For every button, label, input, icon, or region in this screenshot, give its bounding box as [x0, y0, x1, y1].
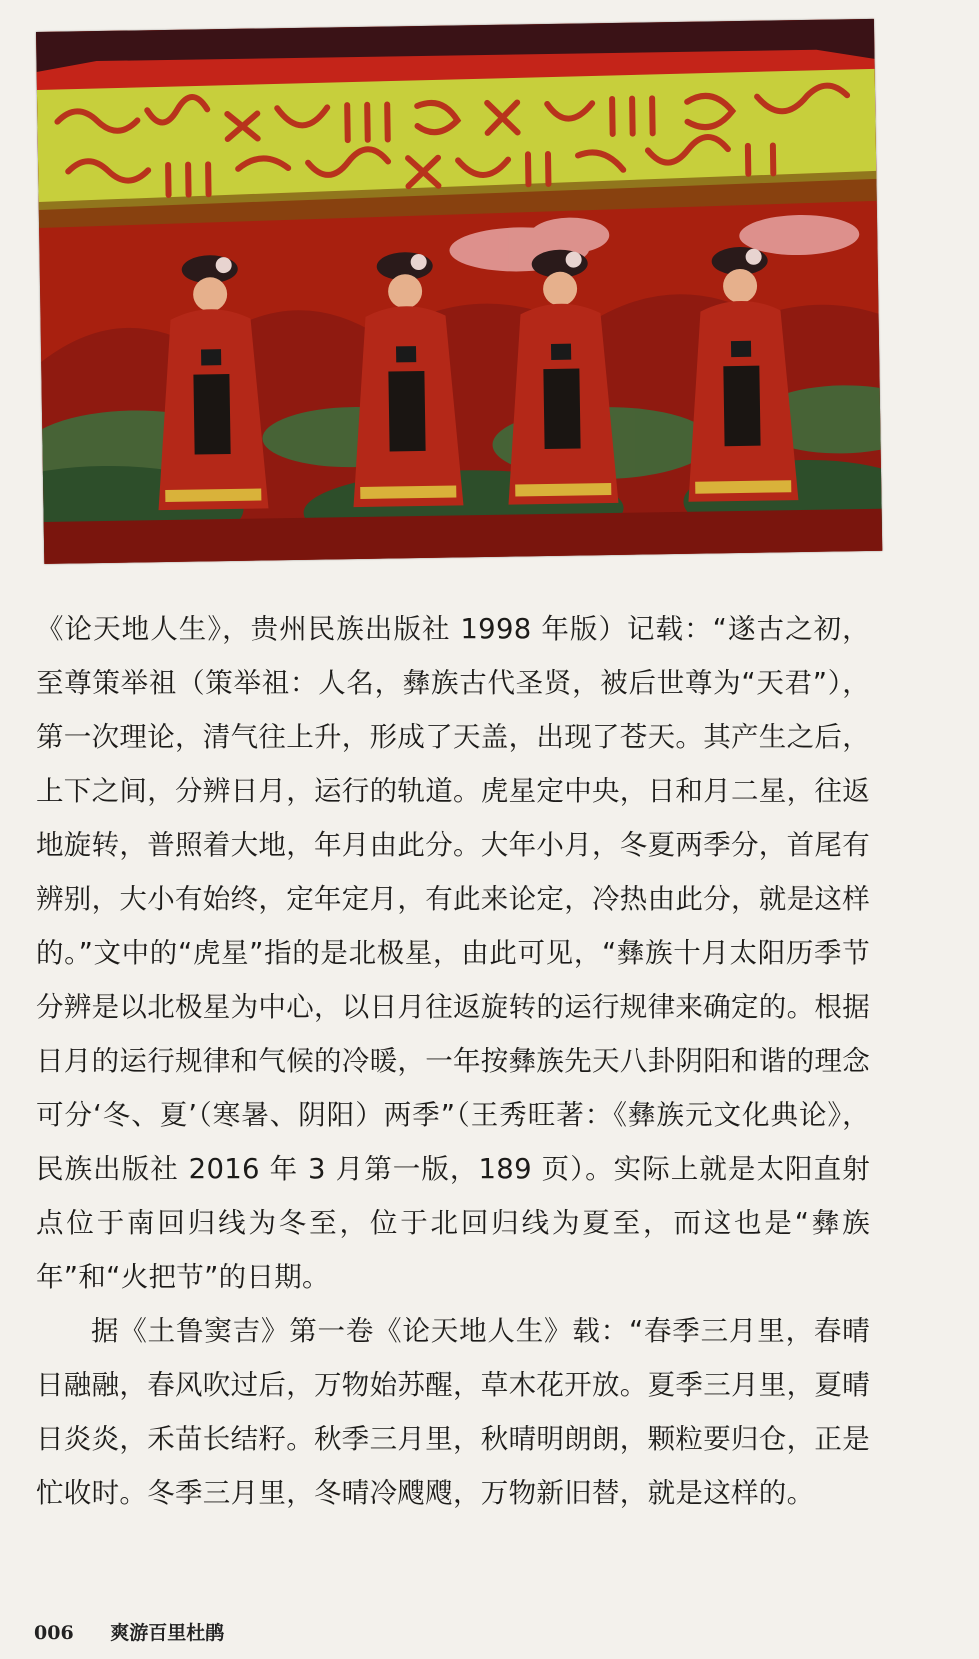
- mural-photo: [36, 19, 882, 564]
- page-footer: [34, 1618, 224, 1645]
- paragraph-1: 《论天地人生》，贵州民族出版社 1998 年版）记载：“遂古之初，至尊策举祖（策举祖：人名，彝族古代圣贤，被后世尊为“天君”），第一次理论，清气往上升，形成了天盖，出现了苍天。其产生之后，上下之间，分辨日月，运行的轨道。虎星定中央，日和月二星，往返地旋转，普照着大地，年月由此分。大年小月，冬夏两季分，首尾有辨别，大小有始终，定年定月，有此来论定，冷热由此分，就是这样的。”文中的“虎星”指的是北极星，由此可见，“彝族十月太阳历季节分辨是以北极星为中心，以日月往返旋转的运行规律来确定的。根据日月的运行规律和气候的冷暖，一年按彝族先天八卦阴阳和谐的理念可分‘冬、夏’（寒暑、阴阳）两季”（王秀旺著：《彝族元文化典论》，民族出版社 2016 年 3 月第一版，189 页）。实际上就是太阳直射点位于南回归线为冬至，位于北回归线为夏至，而这也是“彝族年”和“火把节”的日期。: [36, 613, 870, 1293]
- page-number: 006: [34, 1622, 74, 1644]
- paragraph-2: 据《土鲁窦吉》第一卷《论天地人生》载：“春季三月里，春晴日融融，春风吹过后，万物始苏醒，草木花开放。夏季三月里，夏晴日炎炎，禾苗长结籽。秋季三月里，秋晴明朗朗，颗粒要归仓，正是忙收时。冬季三月里，冬晴冷飕飕，万物新旧替，就是这样的。: [36, 1315, 870, 1509]
- mural-illustration: [36, 19, 882, 564]
- book-title: 爽游百里杜鹃: [110, 1622, 225, 1644]
- article-body: [36, 602, 870, 1520]
